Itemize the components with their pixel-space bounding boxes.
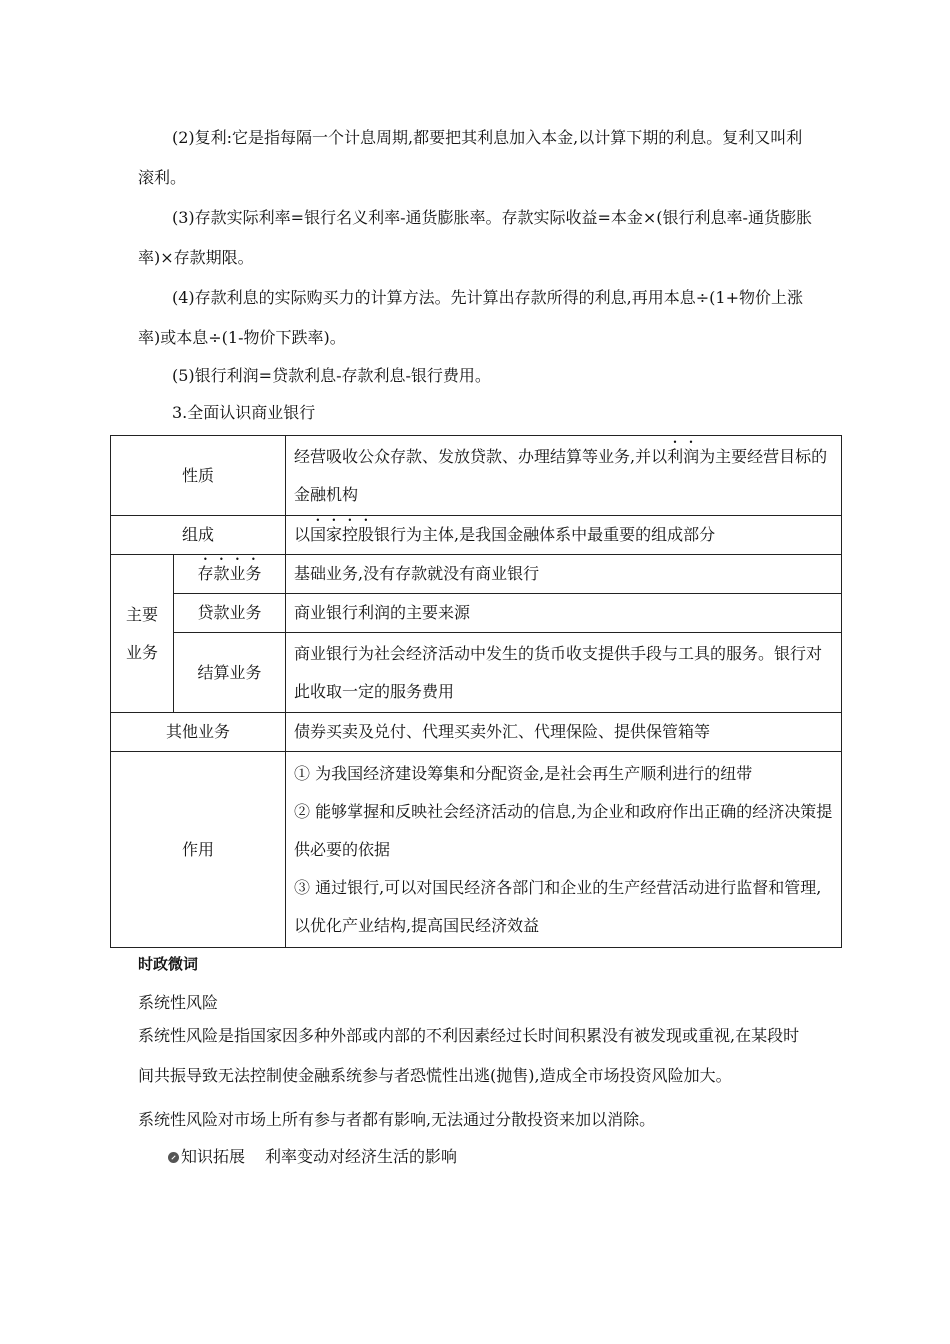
row-value-composition: 以国家控股银行为主体,是我国金融体系中最重要的组成部分 [286, 516, 842, 555]
table-row [111, 752, 842, 948]
extension-title: 利率变动对经济生活的影响 [265, 1147, 458, 1166]
row-value-nature: 经营吸收公众存款、发放贷款、办理结算等业务,并以利润为主要经营目标的金融机构 [286, 436, 842, 516]
function-item-3: ③ 通过银行,可以对国民经济各部门和企业的生产经营活动进行监督和管理,以优化产业结构,提高国民经济效益 [294, 877, 822, 935]
paragraph-purchasing-power: (4)存款利息的实际购买力的计算方法。先计算出存款所得的利息,再用本息÷(1+物价上涨率)或本息÷(1-物价下跌率)。 [138, 288, 803, 347]
paragraph-bank-profit: (5)银行利润=贷款利息-存款利息-银行费用。 [172, 366, 491, 385]
row-value-function [286, 752, 842, 948]
commercial-bank-table [110, 435, 842, 948]
emphasis-profit: 利润 [667, 446, 700, 466]
table-row [111, 516, 842, 555]
row-label-other: 其他业务 [111, 713, 286, 752]
row-label-composition: 组成 [111, 516, 286, 555]
current-affairs-note: 系统性风险对市场上所有参与者都有影响,无法通过分散投资来加以消除。 [138, 1110, 656, 1129]
function-item-2: ② 能够掌握和反映社会经济活动的信息,为企业和政府作出正确的经济决策提供必要的依据 [294, 801, 833, 859]
knowledge-extension [168, 1144, 457, 1167]
row-label-main-business: 主要业务 [111, 555, 174, 713]
row-value-loan: 商业银行利润的主要来源 [286, 594, 842, 633]
pencil-icon [168, 1152, 179, 1163]
row-label-nature: 性质 [111, 436, 286, 516]
row-value-settlement: 商业银行为社会经济活动中发生的货币收支提供手段与工具的服务。银行对此收取一定的服务费用 [286, 633, 842, 713]
table-row [111, 594, 842, 633]
emphasis-state-controlled: 国家控股 [310, 525, 375, 544]
paragraph-compound-interest: (2)复利:它是指每隔一个计息周期,都要把其利息加入本金,以计算下期的利息。复利又叫利滚利。 [138, 128, 803, 187]
table-row [111, 713, 842, 752]
row-label-loan: 贷款业务 [174, 594, 286, 633]
current-affairs-heading: 时政微词 [138, 955, 199, 973]
section-heading-commercial-bank: 3.全面认识商业银行 [172, 403, 316, 422]
table-row [111, 633, 842, 713]
table-row [111, 555, 842, 594]
row-value-deposit: 基础业务,没有存款就没有商业银行 [286, 555, 842, 594]
function-item-1: ① 为我国经济建设筹集和分配资金,是社会再生产顺利进行的纽带 [294, 763, 753, 783]
row-label-settlement: 结算业务 [174, 633, 286, 713]
row-label-deposit: 存款业务 [174, 555, 286, 594]
row-value-other: 债券买卖及兑付、代理买卖外汇、代理保险、提供保管箱等 [286, 713, 842, 752]
extension-label: 知识拓展 [181, 1147, 246, 1166]
table-row [111, 436, 842, 516]
paragraph-real-interest-rate: (3)存款实际利率=银行名义利率-通货膨胀率。存款实际收益=本金×(银行利息率-通货膨胀率)×存款期限。 [138, 208, 812, 267]
row-label-function: 作用 [111, 752, 286, 948]
current-affairs-term: 系统性风险 [138, 993, 219, 1012]
current-affairs-definition: 系统性风险是指国家因多种外部或内部的不利因素经过长时间积累没有被发现或重视,在某段时间共振导致无法控制使金融系统参与者恐慌性出逃(抛售),造成全市场投资风险加大。 [138, 1026, 800, 1085]
